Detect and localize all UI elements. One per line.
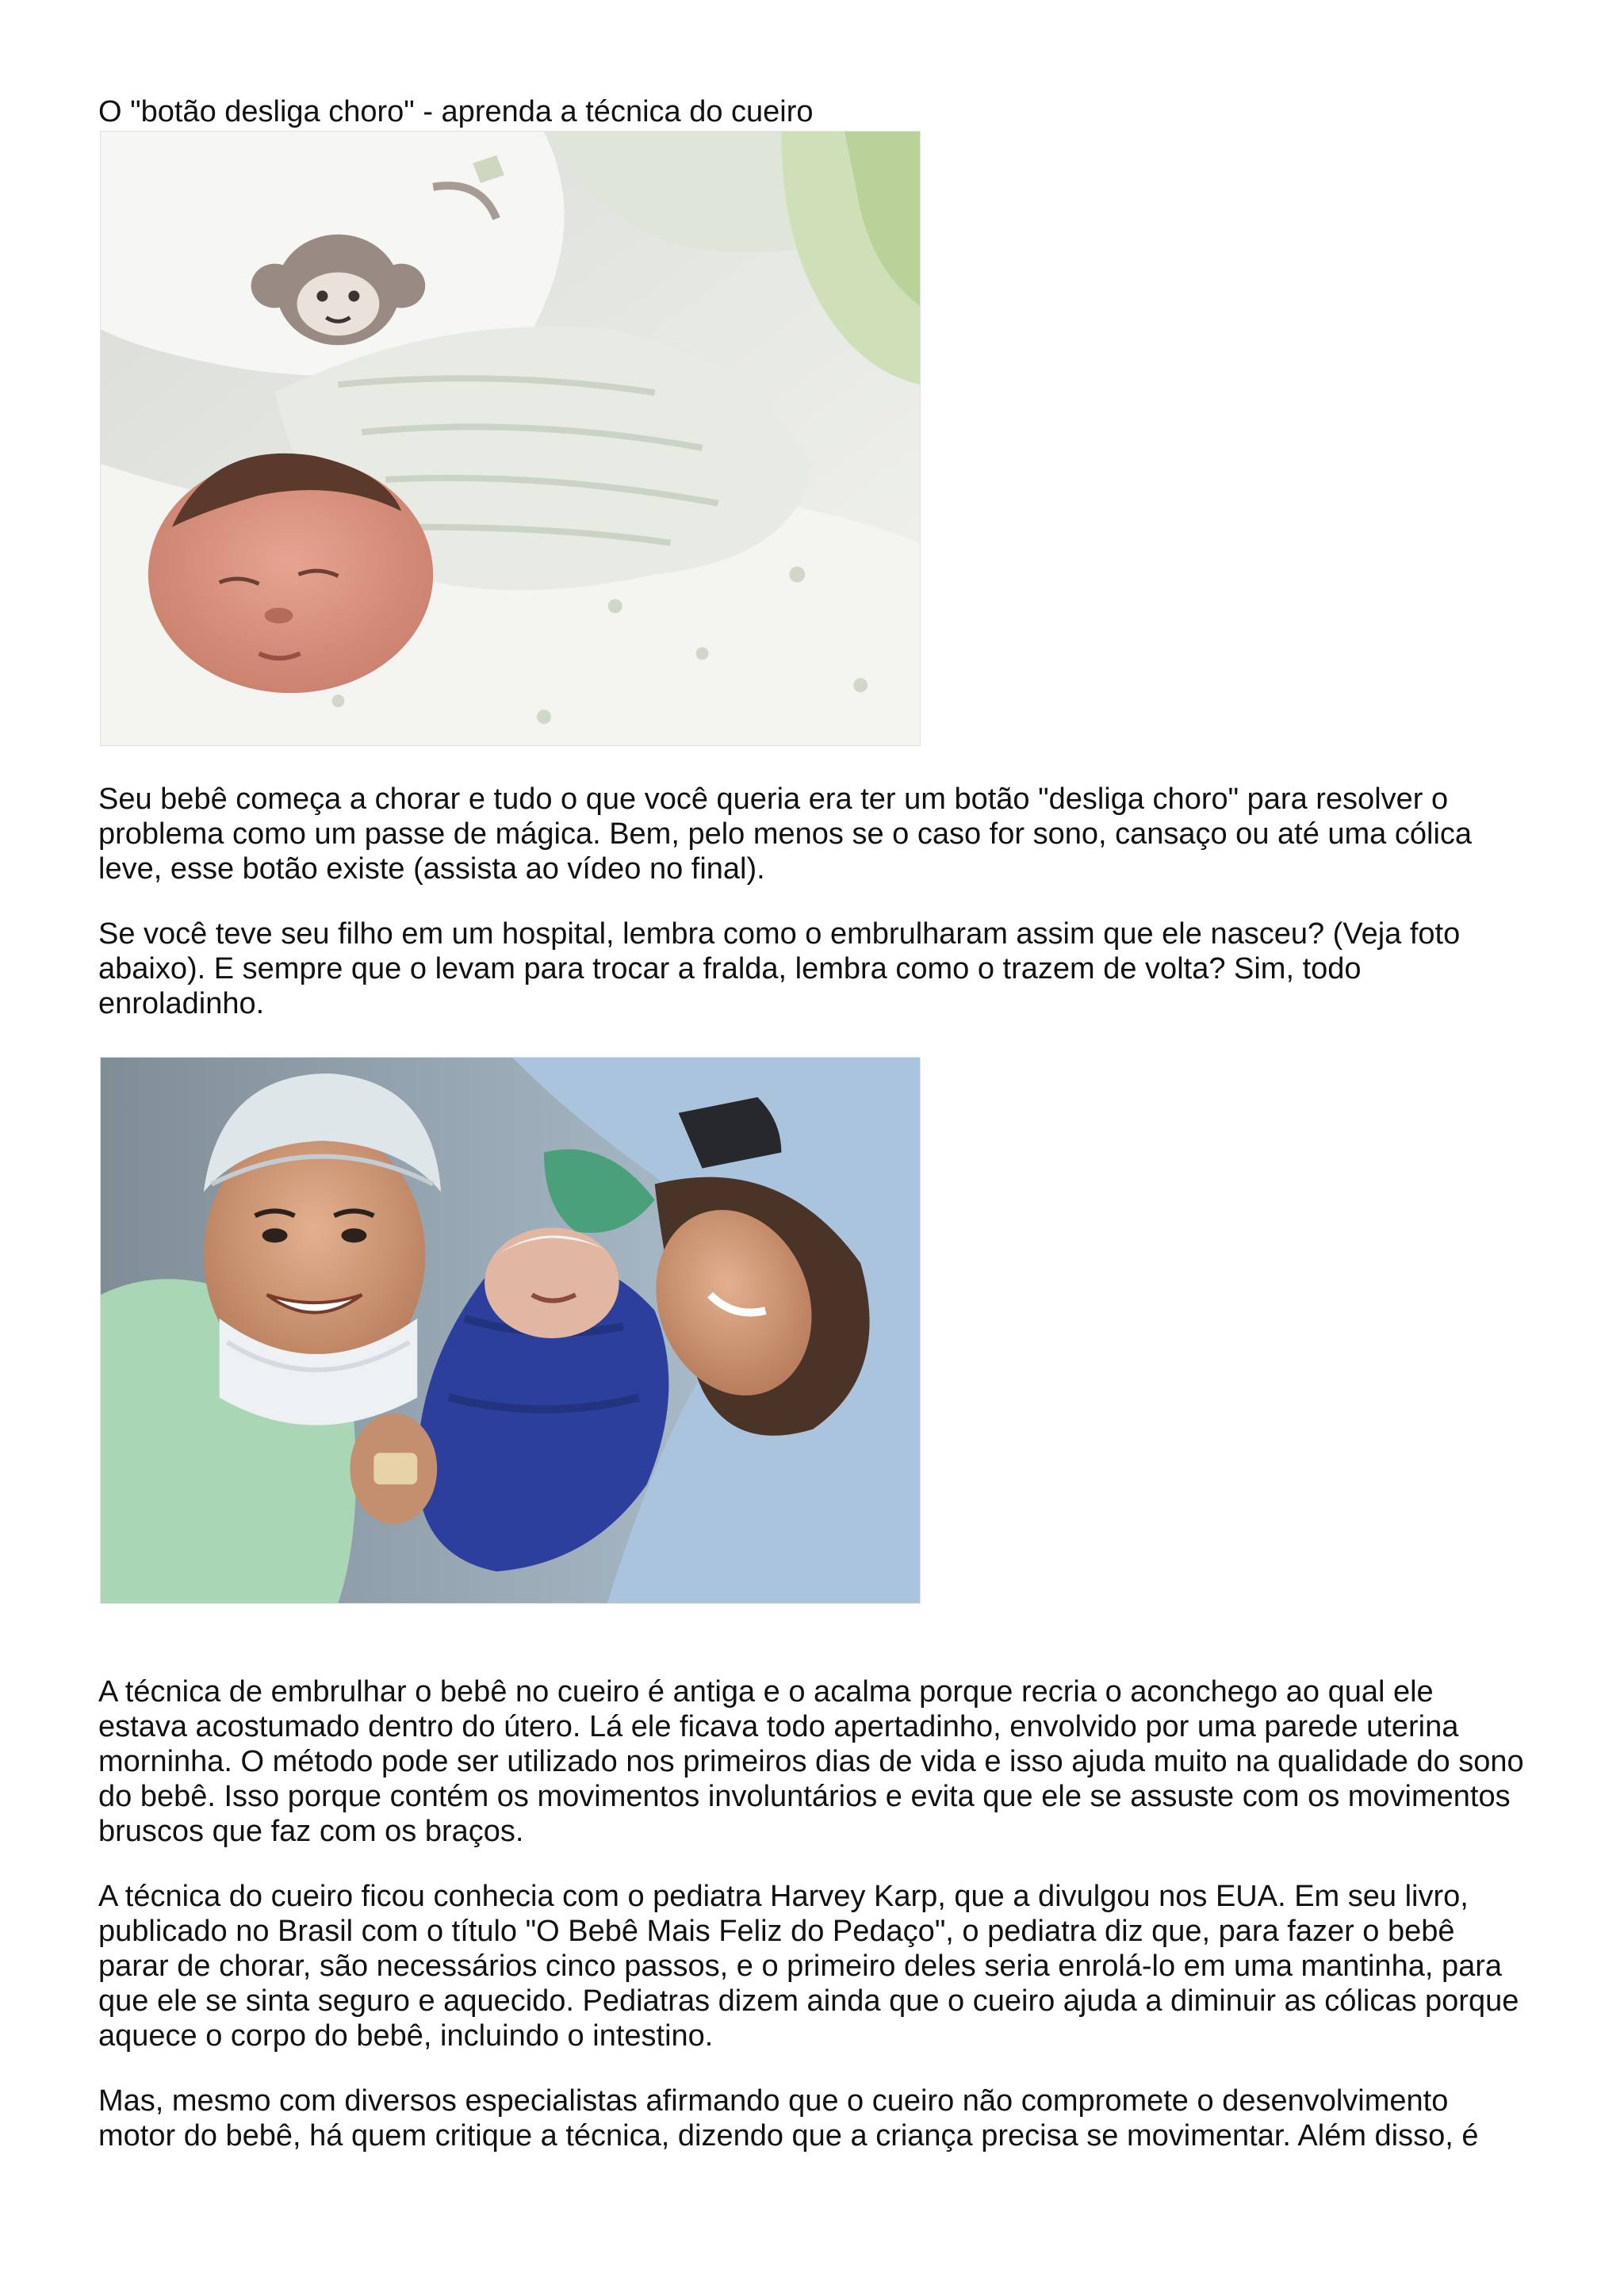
paragraph-line: A técnica de embrulhar o bebê no cueiro é antiga e o acalma porque recria o aconchego ao qual ele: [98, 1675, 1434, 1709]
paragraph-line: Se você teve seu filho em um hospital, lembra como o embrulharam assim que ele nasceu? (Veja foto: [98, 917, 1461, 951]
criticism-paragraph: [98, 2084, 1526, 2153]
paragraph-line: Mas, mesmo com diversos especialistas afirmando que o cueiro não compromete o desenvolvimento: [98, 2084, 1449, 2118]
paragraph-line: bruscos que faz com os braços.: [98, 1815, 524, 1848]
intro-paragraph: [98, 782, 1526, 886]
paragraph-line: abaixo). E sempre que o levam para trocar a fralda, lembra como o trazem de volta? Sim, todo: [98, 952, 1362, 985]
paragraph-line: motor do bebê, há quem critique a técnica, dizendo que a criança precisa se movimentar. Além disso, é: [98, 2119, 1479, 2152]
pediatrician-paragraph: [98, 1879, 1526, 2053]
paragraph-line: leve, esse botão existe (assista ao vídeo no final).: [98, 852, 765, 886]
paragraph-line: problema como um passe de mágica. Bem, pelo menos se o caso for sono, cansaço ou até uma cólica: [98, 817, 1473, 851]
paragraph-line: aquece o corpo do bebê, incluindo o intestino.: [98, 2019, 714, 2053]
paragraph-line: morninha. O método pode ser utilizado nos primeiros dias de vida e isso ajuda muito na qualidade do sono: [98, 1745, 1524, 1778]
hospital-paragraph: [98, 916, 1526, 1021]
hospital-family-photo: [100, 1057, 921, 1604]
technique-paragraph: [98, 1674, 1526, 1849]
paragraph-line: parar de chorar, são necessários cinco passos, e o primeiro deles seria enrolá-lo em uma mantinha, para: [98, 1950, 1503, 1983]
paragraph-line: do bebê. Isso porque contém os movimentos involuntários e evita que ele se assuste com os movimentos: [98, 1780, 1511, 1813]
paragraph-line: A técnica do cueiro ficou conhecia com o pediatra Harvey Karp, que a divulgou nos EUA. Em seu livro,: [98, 1880, 1469, 1913]
page-title: O "botão desliga choro" - aprenda a técnica do cueiro: [98, 95, 814, 128]
swaddled-baby-photo: [100, 131, 921, 746]
paragraph-line: Seu bebê começa a chorar e tudo o que você queria era ter um botão "desliga choro" para resolver o: [98, 783, 1449, 816]
paragraph-line: que ele se sinta seguro e aquecido. Pediatras dizem ainda que o cueiro ajuda a diminuir as cólicas porque: [98, 1984, 1519, 2018]
paragraph-line: enroladinho.: [98, 987, 265, 1020]
paragraph-line: estava acostumado dentro do útero. Lá ele ficava todo apertadinho, envolvido por uma parede uterina: [98, 1710, 1459, 1743]
paragraph-line: publicado no Brasil com o título "O Bebê Mais Feliz do Pedaço", o pediatra diz que, para fazer o bebê: [98, 1915, 1455, 1948]
